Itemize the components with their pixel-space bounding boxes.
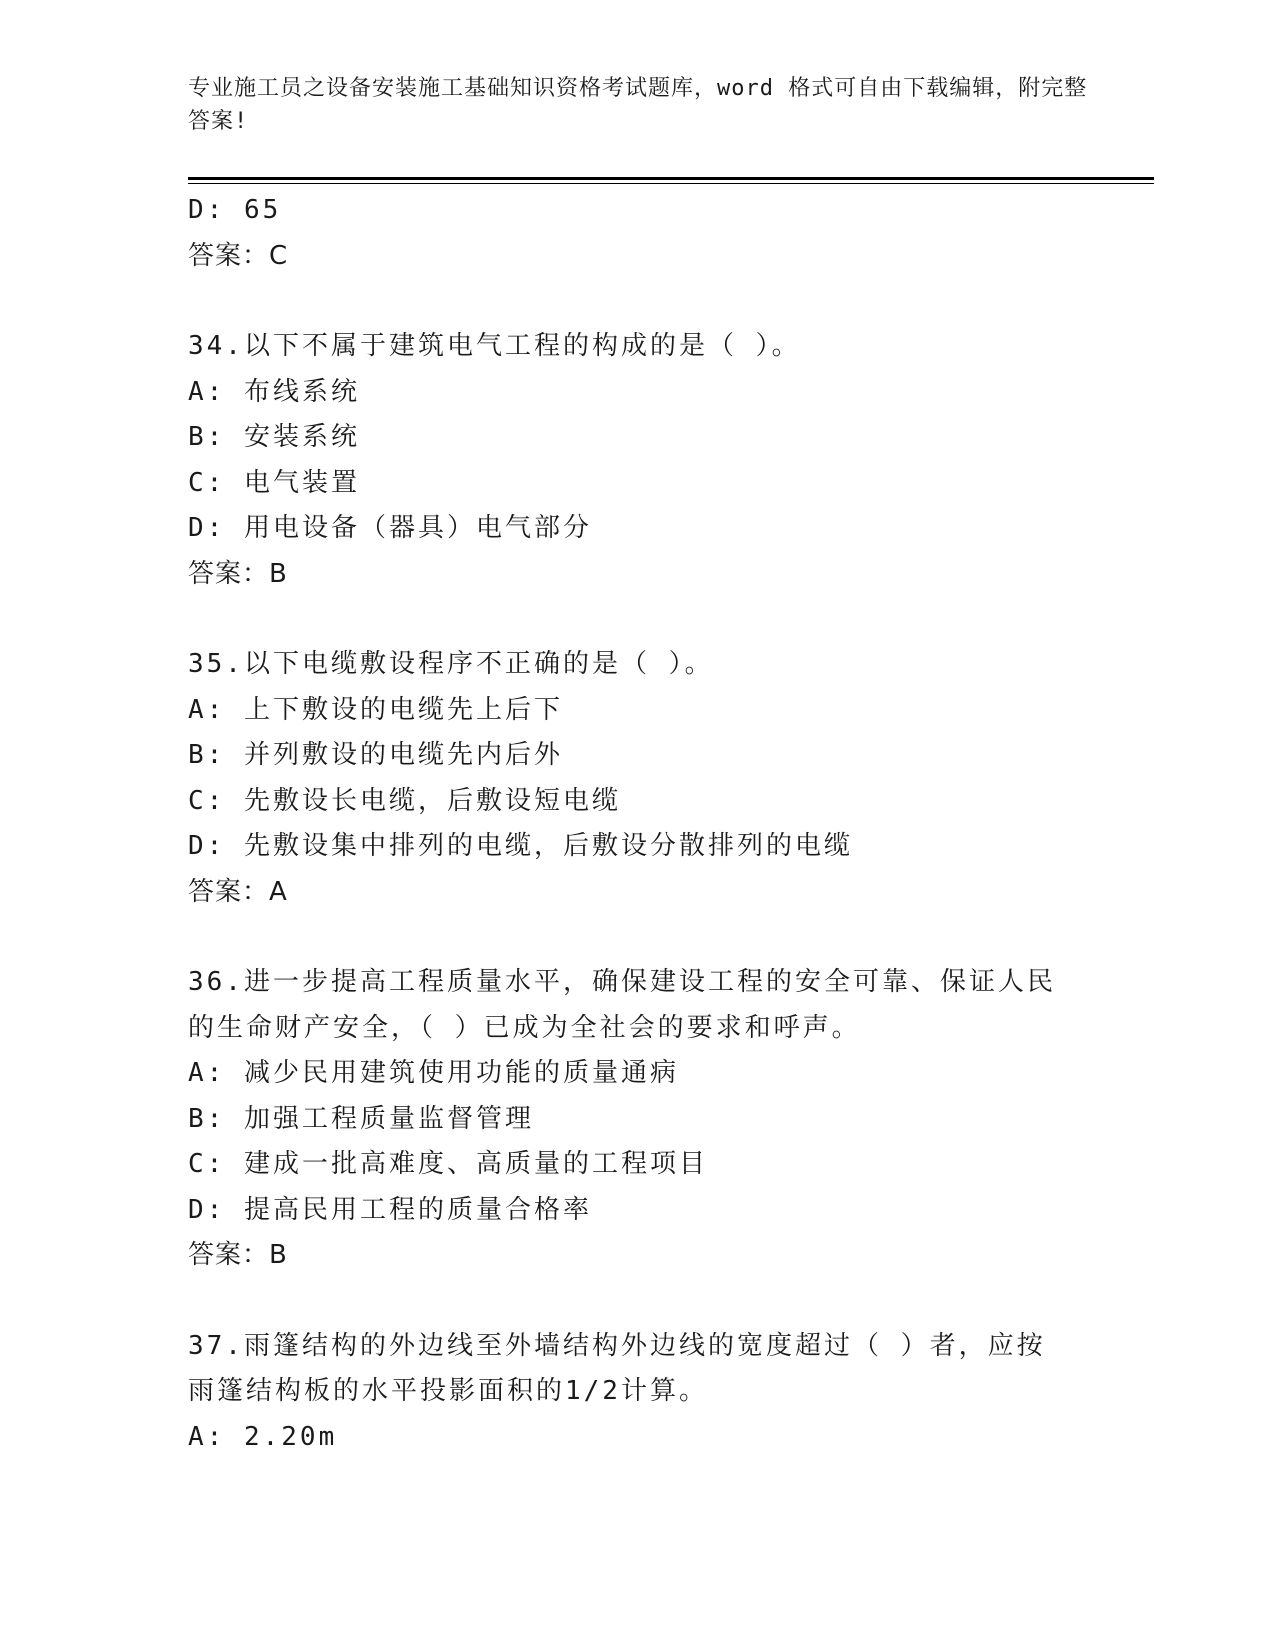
option-d: D: 先敷设集中排列的电缆，后敷设分散排列的电缆 — [188, 831, 853, 861]
option-d: D: 用电设备（器具）电气部分 — [188, 513, 592, 543]
option-b: B: 加强工程质量监督管理 — [188, 1103, 534, 1134]
question-36 — [188, 960, 1088, 1279]
answer-line: 答案：A — [188, 876, 288, 907]
answer-line: 答案：B — [188, 1240, 288, 1270]
option-a: A: 上下敷设的电缆先上后下 — [188, 694, 563, 725]
option-b: B: 并列敷设的电缆先内后外 — [188, 740, 563, 770]
document-header: 专业施工员之设备安装施工基础知识资格考试题库，word 格式可自由下载编辑，附完整答案! — [188, 76, 1088, 134]
option-a: A: 2.20m — [188, 1421, 338, 1452]
option-c: C: 电气装置 — [188, 467, 360, 498]
question-37 — [188, 1324, 1088, 1461]
header-divider-thick — [188, 177, 1154, 180]
header-divider-thin — [188, 183, 1154, 184]
question-title: 37.雨篷结构的外边线至外墙结构外边线的宽度超过（ ）者，应按雨篷结构板的水平投影面积的1/2计算。 — [188, 1330, 1046, 1406]
option-c: C: 先敷设长电缆，后敷设短电缆 — [188, 785, 621, 816]
question-title: 34.以下不属于建筑电气工程的构成的是（ ）。 — [188, 331, 801, 361]
answer-line: 答案：C — [188, 240, 289, 271]
document-body — [188, 188, 1088, 1460]
option-a: A: 减少民用建筑使用功能的质量通病 — [188, 1058, 679, 1088]
option-b: B: 安装系统 — [188, 422, 360, 452]
option-d: D: 65 — [188, 195, 282, 225]
question-34 — [188, 324, 1088, 597]
option-a: A: 布线系统 — [188, 376, 360, 407]
option-c: C: 建成一批高难度、高质量的工程项目 — [188, 1149, 708, 1179]
answer-line: 答案：B — [188, 558, 288, 589]
question-title: 35.以下电缆敷设程序不正确的是（ ）。 — [188, 649, 714, 679]
question-35 — [188, 642, 1088, 915]
question-title: 36.进一步提高工程质量水平，确保建设工程的安全可靠、保证人民的生命财产安全，（ ）已成为全社会的要求和呼声。 — [188, 967, 1056, 1043]
option-d: D: 提高民用工程的质量合格率 — [188, 1194, 592, 1225]
